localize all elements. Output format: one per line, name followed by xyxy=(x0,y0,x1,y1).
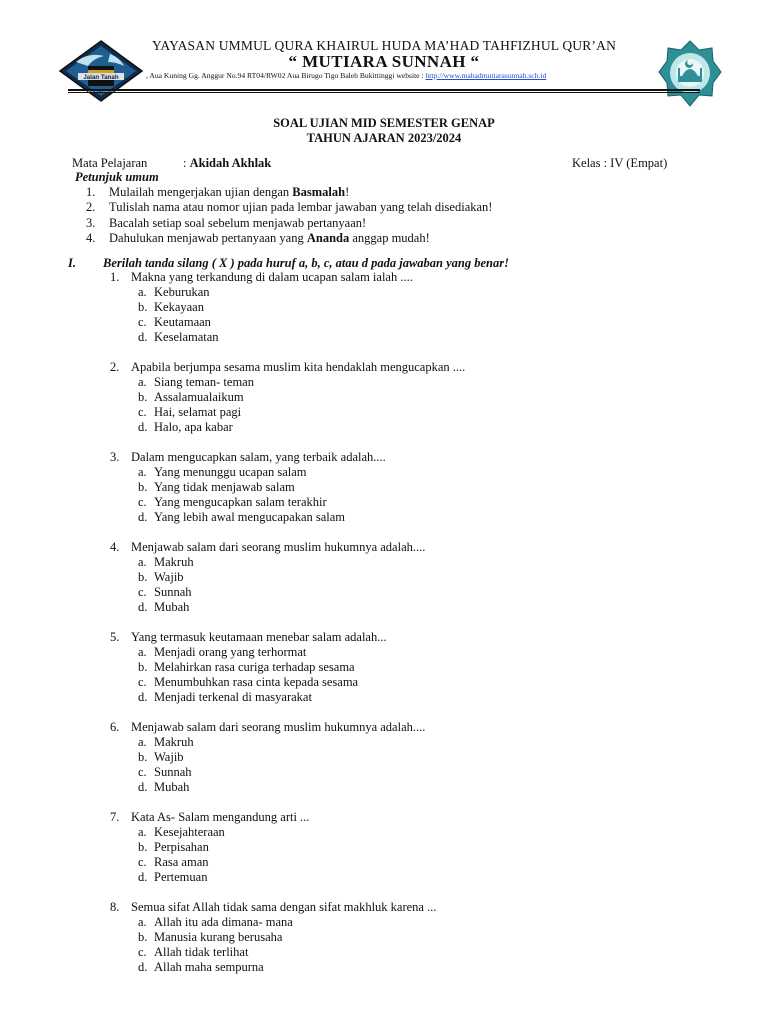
answer-option xyxy=(110,600,730,615)
option-text: Kekayaan xyxy=(154,300,204,315)
question-item xyxy=(110,630,730,706)
header-rule-thin xyxy=(68,92,700,93)
question-text: Menjawab salam dari seorang muslim hukumnya adalah.... xyxy=(131,539,426,554)
answer-option xyxy=(110,570,730,585)
question-item xyxy=(110,900,730,976)
instruction-number: 3. xyxy=(86,215,96,230)
subject-field xyxy=(183,156,271,171)
question-stem xyxy=(110,360,730,375)
option-text: Yang tidak menjawab salam xyxy=(154,480,295,495)
option-letter: d. xyxy=(138,780,148,795)
instruction-text-end: ! xyxy=(345,185,350,199)
instruction-text-end: anggap mudah! xyxy=(349,231,430,246)
option-text: Wajib xyxy=(154,570,184,585)
question-stem xyxy=(110,540,730,555)
question-text: Semua sifat Allah tidak sama dengan sifat makhluk karena ... xyxy=(131,899,437,914)
option-letter: a. xyxy=(138,645,147,659)
section-number: I. xyxy=(68,256,76,270)
instruction-item xyxy=(86,200,492,215)
instruction-emphasis: Basmalah xyxy=(292,185,346,199)
option-text: Allah itu ada dimana- mana xyxy=(154,914,293,929)
option-text: Sunnah xyxy=(154,585,192,600)
option-text: Menjadi orang yang terhormat xyxy=(154,645,307,659)
answer-option xyxy=(110,660,730,675)
answer-option xyxy=(110,495,730,510)
answer-option xyxy=(110,915,730,930)
option-letter: b. xyxy=(138,300,148,315)
answer-option xyxy=(110,750,730,765)
instructions-heading: Petunjuk umum xyxy=(75,170,159,184)
subject-label: Mata Pelajaran xyxy=(72,156,148,170)
question-number: 5. xyxy=(110,629,120,644)
header-rule-thick xyxy=(68,89,700,91)
section-heading xyxy=(68,256,509,271)
option-letter: a. xyxy=(138,285,147,300)
option-text: Hai, selamat pagi xyxy=(154,405,242,420)
option-text: Yang lebih awal mengucapakan salam xyxy=(154,510,346,525)
answer-option xyxy=(110,690,730,705)
answer-option xyxy=(110,645,730,660)
instructions-list xyxy=(86,185,492,247)
option-text: Melahirkan rasa curiga terhadap sesama xyxy=(154,660,355,675)
question-stem xyxy=(110,630,730,645)
answer-option xyxy=(110,300,730,315)
answer-option xyxy=(110,855,730,870)
question-text: Makna yang terkandung di dalam ucapan salam ialah .... xyxy=(131,270,413,284)
option-letter: c. xyxy=(138,675,147,690)
question-list xyxy=(110,270,730,990)
answer-option xyxy=(110,780,730,795)
question-stem xyxy=(110,720,730,735)
instruction-text: Bacalah setiap soal sebelum menjawab pertanyaan! xyxy=(109,215,367,230)
answer-option xyxy=(110,840,730,855)
question-number: 1. xyxy=(110,270,120,284)
logo-left-city: BUKITTINGGI xyxy=(87,88,115,93)
instruction-text: Mulailah mengerjakan ujian dengan xyxy=(109,185,293,199)
option-text: Kesejahteraan xyxy=(154,824,225,839)
subject-separator: : xyxy=(183,156,190,170)
option-letter: a. xyxy=(138,375,147,390)
answer-option xyxy=(110,735,730,750)
answer-option xyxy=(110,960,730,975)
option-letter: a. xyxy=(138,465,147,480)
option-text: Makruh xyxy=(154,555,194,570)
answer-option xyxy=(110,285,730,300)
option-text: Halo, apa kabar xyxy=(154,420,233,435)
answer-option xyxy=(110,375,730,390)
question-stem xyxy=(110,450,730,465)
instruction-item xyxy=(86,216,492,231)
instruction-item xyxy=(86,231,492,246)
answer-option xyxy=(110,765,730,780)
option-letter: b. xyxy=(138,390,148,405)
answer-option xyxy=(110,675,730,690)
instruction-number: 1. xyxy=(86,185,96,199)
option-letter: a. xyxy=(138,734,147,749)
option-letter: c. xyxy=(138,405,147,420)
option-letter: d. xyxy=(138,690,148,705)
question-text: Dalam mengucapkan salam, yang terbaik adalah.... xyxy=(131,449,386,464)
option-text: Menjadi terkenal di masyarakat xyxy=(154,690,312,705)
option-letter: d. xyxy=(138,420,148,435)
answer-option xyxy=(110,405,730,420)
option-text: Manusia kurang berusaha xyxy=(154,929,283,944)
option-letter: c. xyxy=(138,585,147,600)
question-item xyxy=(110,720,730,796)
option-letter: a. xyxy=(138,555,147,570)
option-text: Keselamatan xyxy=(154,330,219,345)
option-text: Keburukan xyxy=(154,285,210,300)
option-letter: b. xyxy=(138,660,148,675)
option-text: Rasa aman xyxy=(154,855,209,870)
class-field: Kelas : IV (Empat) xyxy=(572,156,668,170)
option-letter: a. xyxy=(138,914,147,929)
subject-value: Akidah Akhlak xyxy=(189,156,272,170)
option-text: Keutamaan xyxy=(154,315,211,330)
option-text: Pertemuan xyxy=(154,870,208,885)
option-text: Yang menunggu ucapan salam xyxy=(154,465,307,480)
school-address xyxy=(146,71,706,80)
option-letter: b. xyxy=(138,929,148,944)
option-letter: c. xyxy=(138,855,147,870)
option-text: Allah tidak terlihat xyxy=(154,945,249,960)
option-text: Allah maha sempurna xyxy=(154,960,264,975)
question-text: Kata As- Salam mengandung arti ... xyxy=(131,809,310,824)
question-number: 7. xyxy=(110,809,120,824)
website-link[interactable]: http://www.mahadmutiarasunnah.sch.id xyxy=(425,71,547,80)
answer-option xyxy=(110,315,730,330)
question-number: 4. xyxy=(110,539,120,554)
question-number: 8. xyxy=(110,899,120,914)
answer-option xyxy=(110,585,730,600)
answer-option xyxy=(110,465,730,480)
question-number: 6. xyxy=(110,719,120,734)
question-item xyxy=(110,810,730,886)
option-text: Mubah xyxy=(154,780,190,795)
exam-title: SOAL UJIAN MID SEMESTER GENAP xyxy=(273,116,495,130)
option-letter: c. xyxy=(138,945,147,960)
option-letter: b. xyxy=(138,480,148,495)
question-number: 3. xyxy=(110,449,120,464)
answer-option xyxy=(110,330,730,345)
instruction-text: Dahulukan menjawab pertanyaan yang xyxy=(109,231,307,246)
instruction-text: Tulislah nama atau nomor ujian pada lembar jawaban yang telah disediakan! xyxy=(109,200,493,215)
option-text: Makruh xyxy=(154,734,194,749)
option-letter: c. xyxy=(138,495,147,510)
answer-option xyxy=(110,480,730,495)
question-stem xyxy=(110,810,730,825)
option-text: Menumbuhkan rasa cinta kepada sesama xyxy=(154,675,359,690)
option-text: Siang teman- teman xyxy=(154,375,254,390)
option-letter: d. xyxy=(138,600,148,615)
option-letter: a. xyxy=(138,824,147,839)
option-text: Mubah xyxy=(154,600,190,615)
option-letter: c. xyxy=(138,765,147,780)
answer-option xyxy=(110,870,730,885)
instruction-number: 2. xyxy=(86,200,96,215)
option-letter: b. xyxy=(138,750,148,765)
question-item xyxy=(110,540,730,616)
option-text: Wajib xyxy=(154,750,184,765)
option-letter: d. xyxy=(138,870,148,885)
answer-option xyxy=(110,510,730,525)
foundation-name: YAYASAN UMMUL QURA KHAIRUL HUDA MA’HAD TAHFIZHUL QUR’AN xyxy=(151,38,617,53)
answer-option xyxy=(110,555,730,570)
option-letter: b. xyxy=(138,570,148,585)
question-number: 2. xyxy=(110,359,120,374)
section-instruction: Berilah tanda silang ( X ) pada huruf a, b, c, atau d pada jawaban yang benar! xyxy=(103,256,509,270)
question-text: Menjawab salam dari seorang muslim hukumnya adalah.... xyxy=(131,719,426,734)
question-text: Apabila berjumpa sesama muslim kita hendaklah mengucapkan .... xyxy=(131,359,466,374)
option-letter: d. xyxy=(138,960,148,975)
option-text: Yang mengucapkan salam terakhir xyxy=(154,495,327,510)
question-stem xyxy=(110,270,730,285)
answer-option xyxy=(110,390,730,405)
answer-option xyxy=(110,930,730,945)
question-stem xyxy=(110,900,730,915)
address-text: , Aua Kuning Gg. Anggur No.94 RT04/RW02 Aua Birugo Tigo Baleh Bukittinggi website : xyxy=(146,71,426,80)
option-text: Assalamualaikum xyxy=(154,390,244,405)
option-text: Sunnah xyxy=(154,765,192,780)
question-text: Yang termasuk keutamaan menebar salam adalah... xyxy=(131,629,387,644)
instruction-item xyxy=(86,185,492,200)
option-letter: d. xyxy=(138,510,148,525)
question-item xyxy=(110,360,730,436)
exam-year: TAHUN AJARAN 2023/2024 xyxy=(306,131,462,145)
logo-left-text: Jalan Tanah xyxy=(83,74,119,81)
option-letter: d. xyxy=(138,330,148,345)
instruction-number: 4. xyxy=(86,231,96,246)
question-item xyxy=(110,270,730,346)
school-name: “ MUTIARA SUNNAH “ xyxy=(288,52,480,71)
question-item xyxy=(110,450,730,526)
answer-option xyxy=(110,420,730,435)
answer-option xyxy=(110,825,730,840)
option-letter: c. xyxy=(138,315,147,330)
option-text: Perpisahan xyxy=(154,840,209,854)
instruction-emphasis: Ananda xyxy=(306,231,350,246)
answer-option xyxy=(110,945,730,960)
option-letter: b. xyxy=(138,840,148,854)
